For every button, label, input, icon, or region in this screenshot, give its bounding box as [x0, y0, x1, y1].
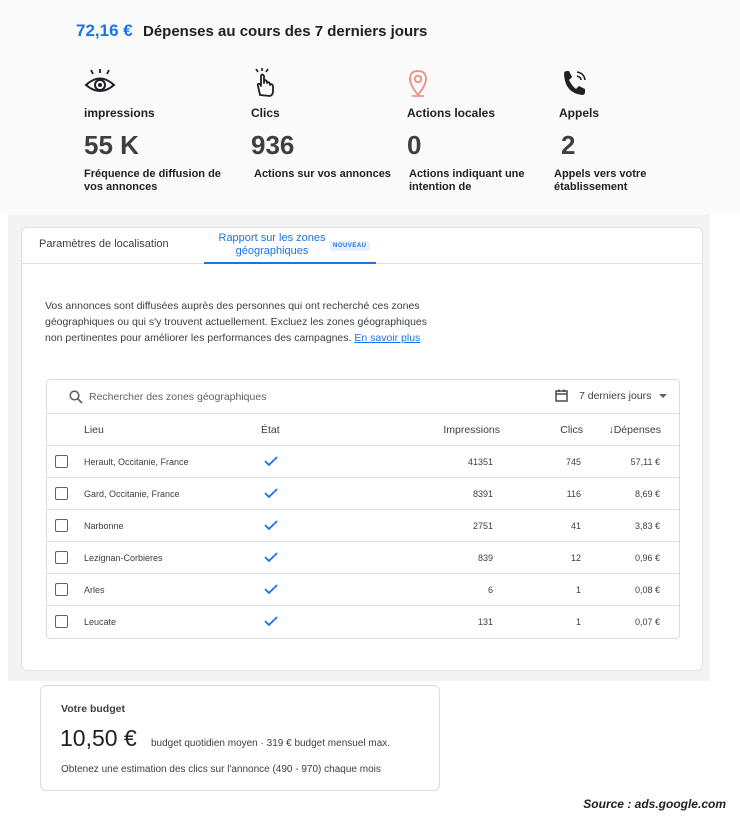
report-description	[45, 298, 445, 346]
cell-depenses: 3,83 €	[634, 521, 660, 531]
row-checkbox[interactable]	[55, 615, 68, 628]
metric-label: impressions	[84, 106, 155, 120]
cell-clics: 1	[575, 617, 581, 627]
new-badge: NOUVEAU	[330, 241, 370, 251]
calendar-icon	[555, 389, 568, 402]
cell-lieu: Gard, Occitanie, France	[84, 489, 180, 499]
tab-geo-report[interactable]	[204, 230, 376, 264]
metric-value: 55 K	[84, 130, 139, 160]
cell-impressions: 131	[477, 617, 493, 627]
metric-label: Actions locales	[407, 106, 496, 120]
tab-bar	[22, 228, 702, 264]
click-hand-icon	[251, 68, 283, 98]
cell-clics: 745	[565, 457, 581, 467]
check-icon	[263, 582, 279, 596]
check-icon	[263, 454, 279, 468]
table-body	[47, 446, 679, 638]
cell-impressions: 2751	[472, 521, 493, 531]
cell-lieu: Arles	[84, 585, 105, 595]
metric-value: 936	[251, 130, 295, 160]
cell-clics: 116	[566, 489, 581, 499]
cell-lieu: Lezignan-Corbieres	[84, 553, 163, 563]
col-etat[interactable]: État	[261, 424, 280, 436]
cell-depenses: 0,96 €	[634, 553, 660, 563]
source-caption: Source : ads.google.com	[583, 797, 726, 811]
cell-impressions: 839	[477, 553, 493, 563]
table-row	[47, 606, 679, 638]
metric-value: 0	[407, 130, 422, 160]
location-pin-icon	[407, 68, 439, 98]
cell-impressions: 8391	[472, 489, 493, 499]
budget-subtitle: budget quotidien moyen · 319 € budget mensuel max.	[151, 738, 391, 749]
row-checkbox[interactable]	[55, 519, 68, 532]
spend-amount: 72,16 €	[76, 21, 133, 40]
table-toolbar	[47, 380, 679, 414]
metric-description: Actions sur vos annonces	[254, 168, 391, 180]
cell-impressions: 6	[487, 585, 493, 595]
budget-card	[40, 685, 440, 791]
budget-amount: 10,50 €	[60, 725, 137, 751]
check-icon	[263, 614, 279, 628]
search-input[interactable]	[89, 388, 389, 406]
col-clics[interactable]: Clics	[560, 424, 583, 436]
col-lieu[interactable]: Lieu	[84, 424, 104, 436]
cell-clics: 1	[575, 585, 581, 595]
check-icon	[263, 486, 279, 500]
tab-location-settings[interactable]: Paramètres de localisation	[39, 238, 169, 250]
check-icon	[263, 518, 279, 532]
table-row	[47, 542, 679, 574]
row-checkbox[interactable]	[55, 487, 68, 500]
chevron-down-icon	[659, 394, 667, 398]
cell-lieu: Leucate	[84, 617, 117, 627]
budget-title: Votre budget	[61, 703, 125, 715]
date-range-dropdown[interactable]	[555, 389, 673, 405]
spend-label: Dépenses au cours des 7 derniers jours	[143, 23, 428, 40]
metric-label: Appels	[559, 106, 600, 120]
table-header	[47, 414, 679, 446]
cell-lieu: Herault, Occitanie, France	[84, 457, 189, 467]
table-row	[47, 446, 679, 478]
cell-depenses: 8,69 €	[634, 489, 660, 499]
budget-estimate: Obtenez une estimation des clics sur l'annonce (490 - 970) chaque mois	[61, 764, 381, 775]
row-checkbox[interactable]	[55, 583, 68, 596]
description-text: Vos annonces sont diffusées auprès des personnes qui ont recherché ces zones géographiques ou qui s'y trouvent actuellement. Excluez les zones géographiques non pertinentes pour améliorer les performances des campagnes.	[45, 300, 427, 344]
cell-depenses: 0,07 €	[634, 617, 660, 627]
table-row	[47, 478, 679, 510]
table-row	[47, 574, 679, 606]
cell-depenses: 0,08 €	[634, 585, 660, 595]
metric-description: Fréquence de diffusion de vos annonces	[84, 168, 221, 193]
geo-report-card	[21, 227, 703, 671]
date-range-label: 7 derniers jours	[579, 390, 652, 402]
col-impressions[interactable]: Impressions	[443, 424, 500, 436]
cell-depenses: 57,11 €	[630, 457, 660, 467]
cell-clics: 41	[570, 521, 581, 531]
cell-lieu: Narbonne	[84, 521, 124, 531]
spend-summary	[0, 0, 740, 215]
metric-value: 2	[561, 130, 576, 160]
eye-icon	[84, 68, 116, 98]
cell-clics: 12	[570, 553, 581, 563]
learn-more-link[interactable]: En savoir plus	[354, 332, 421, 344]
metric-label: Clics	[251, 106, 280, 120]
metric-description: Appels vers votre établissement	[554, 168, 647, 193]
phone-icon	[559, 68, 591, 98]
cell-impressions: 41351	[467, 457, 493, 467]
row-checkbox[interactable]	[55, 455, 68, 468]
row-checkbox[interactable]	[55, 551, 68, 564]
tab-geo-report-label: Rapport sur les zones géographiques	[218, 232, 326, 257]
budget-area	[16, 681, 706, 793]
col-depenses[interactable]: ↓Dépenses	[608, 424, 661, 436]
check-icon	[263, 550, 279, 564]
table-row	[47, 510, 679, 542]
geo-table	[46, 379, 680, 639]
search-icon	[69, 390, 83, 404]
report-area	[8, 215, 710, 681]
metric-description: Actions indiquant une intention de	[409, 168, 525, 193]
